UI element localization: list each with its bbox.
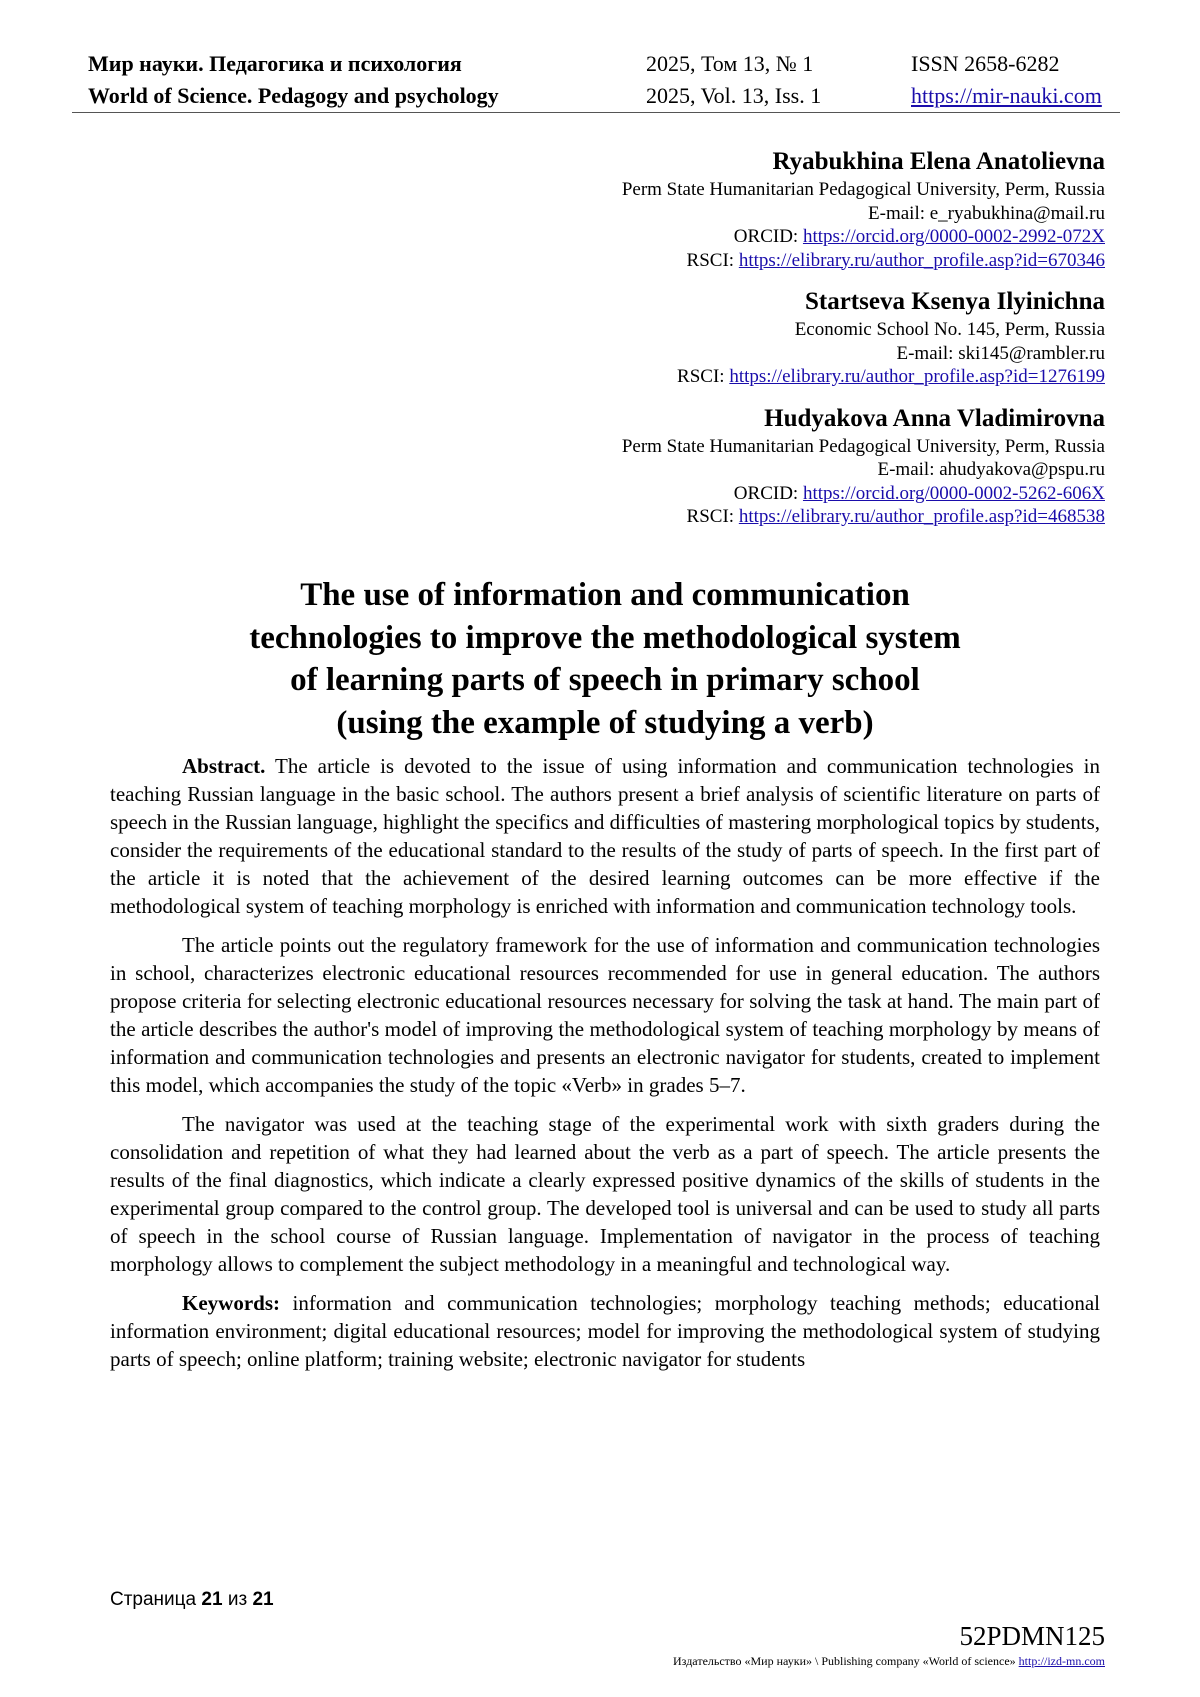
author-block (305, 286, 1105, 389)
abstract-section (110, 752, 1100, 1384)
keywords-paragraph (110, 1289, 1100, 1373)
author-block (305, 403, 1105, 529)
page-prefix: Страница (110, 1589, 197, 1610)
issn: ISSN 2658-6282 (911, 51, 1060, 76)
abstract-text: The article is devoted to the issue of using information and communication technologies in teaching Russian language in the basic school. The authors present a brief analysis of scientific literature on parts of speech in the Russian language, highlight the specifics and difficulties of mastering morphological topics by students, consider the requirements of the educational standard to the results of the study of parts of speech. In the first part of the article it is noted that the achievement of the desired learning outcomes can be more effective if the methodological system of teaching morphology is enriched with information and communication technology tools. (110, 754, 1100, 918)
title-line: technologies to improve the methodological system (249, 619, 961, 656)
author-affiliation: Economic School No. 145, Perm, Russia (794, 319, 1105, 340)
author-rsci (305, 365, 1105, 389)
keywords-text: information and communication technologies; morphology teaching methods; educational information environment; digital educational resources; model for improving the methodological system of studying parts of speech; online platform; training website; electronic navigator for students (110, 1291, 1100, 1371)
author-rsci (305, 249, 1105, 273)
page-current: 21 (201, 1589, 223, 1610)
author-list (305, 146, 1105, 543)
author-name: Ryabukhina Elena Anatolievna (772, 148, 1105, 175)
author-block (305, 146, 1105, 272)
running-header (88, 48, 1120, 114)
author-email: E-mail: e_ryabukhina@mail.ru (868, 202, 1105, 224)
page-total: 21 (252, 1589, 274, 1610)
issue-ru: 2025, Том 13, № 1 (646, 51, 814, 76)
journal-title-block (88, 48, 499, 112)
rsci-label: RSCI: (677, 366, 725, 387)
journal-title-ru: Мир науки. Педагогика и психология (88, 51, 462, 76)
author-email: E-mail: ahudyakova@pspu.ru (877, 459, 1105, 480)
orcid-link[interactable]: https://orcid.org/0000-0002-2992-072X (802, 226, 1105, 247)
rsci-label: RSCI: (686, 249, 735, 271)
author-rsci (305, 505, 1105, 529)
journal-site-link[interactable]: https://mir-nauki.com (911, 83, 1102, 108)
publisher-text: Издательство «Мир науки» \ Publishing company «World of science» (673, 1654, 1016, 1668)
orcid-label: ORCID: (733, 226, 799, 247)
page-sep: из (227, 1589, 248, 1610)
abstract-paragraph (110, 752, 1100, 920)
journal-title-en: World of Science. Pedagogy and psychology (88, 83, 499, 108)
orcid-label: ORCID: (733, 482, 799, 504)
abstract-paragraph: The navigator was used at the teaching stage of the experimental work with sixth graders during the consolidation and repetition of what they had learned about the verb as a part of speech. The article presents the results of the final diagnostics, which indicate a clearly expressed positive dynamics of the skills of students in the experimental group compared to the control group. The developed tool is universal and can be used to study all parts of speech in the school course of Russian language. Implementation of navigator in the process of teaching morphology allows to complement the subject methodology in a meaningful and technological way. (110, 1112, 1100, 1276)
article-title (110, 574, 1100, 744)
author-affiliation: Perm State Humanitarian Pedagogical University, Perm, Russia (621, 179, 1105, 200)
orcid-link[interactable]: https://orcid.org/0000-0002-5262-606X (802, 482, 1105, 504)
keywords-label: Keywords: (182, 1291, 280, 1315)
title-line: The use of information and communication (300, 577, 910, 613)
issue-block (646, 48, 821, 112)
author-orcid (305, 482, 1105, 506)
author-affiliation: Perm State Humanitarian Pedagogical University, Perm, Russia (621, 435, 1105, 457)
issue-en: 2025, Vol. 13, Iss. 1 (646, 83, 822, 108)
abstract-paragraph: The article points out the regulatory framework for the use of information and communication technologies in school, characterizes electronic educational resources recommended for use in general education. The authors propose criteria for selecting electronic educational resources necessary for solving the task at hand. The main part of the article describes the author's model of improving the methodological system of teaching morphology by means of information and communication technologies and presents an electronic navigator for students, created to implement this model, which accompanies the study of the topic «Verb» in grades 5–7. (110, 933, 1100, 1097)
title-line: (using the example of studying a verb) (336, 704, 874, 741)
author-email: E-mail: ski145@rambler.ru (896, 342, 1105, 364)
page-counter (110, 1589, 274, 1611)
author-name: Startseva Ksenya Ilyinichna (804, 288, 1105, 315)
rsci-link[interactable]: https://elibrary.ru/author_profile.asp?id=670346 (738, 249, 1105, 271)
rsci-label: RSCI: (686, 506, 735, 527)
publisher-line (673, 1654, 1105, 1669)
title-line: of learning parts of speech in primary school (290, 662, 920, 698)
rsci-link[interactable]: https://elibrary.ru/author_profile.asp?id=468538 (738, 506, 1105, 527)
publisher-link[interactable]: http://izd-mn.com (1018, 1654, 1105, 1668)
author-name: Hudyakova Anna Vladimirovna (764, 404, 1105, 432)
header-divider (72, 112, 1120, 113)
rsci-link[interactable]: https://elibrary.ru/author_profile.asp?id=1276199 (729, 366, 1105, 387)
abstract-label: Abstract. (182, 754, 266, 778)
article-code: 52PDMN125 (959, 1621, 1105, 1651)
author-orcid (305, 225, 1105, 249)
issn-block (911, 48, 1102, 112)
